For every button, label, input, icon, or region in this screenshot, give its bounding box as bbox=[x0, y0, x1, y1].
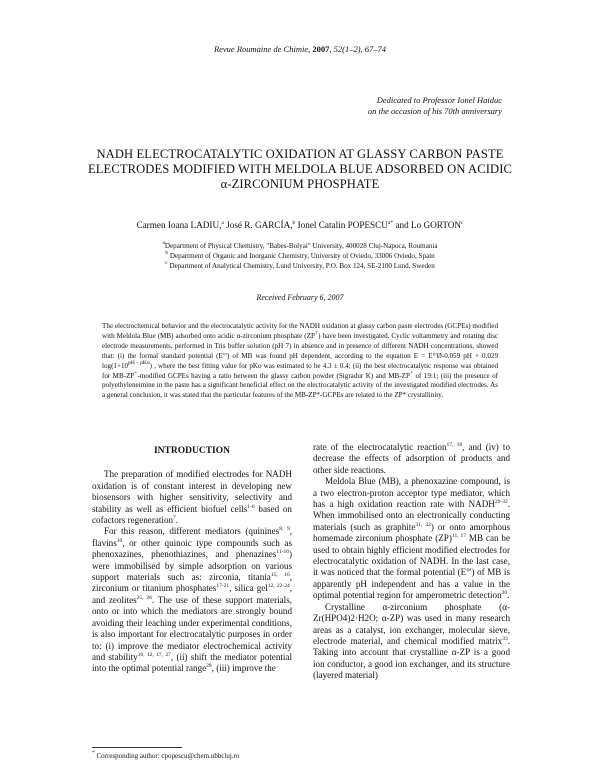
citation: 20 bbox=[501, 590, 508, 597]
affiliations bbox=[0, 241, 600, 271]
paper-title bbox=[70, 147, 530, 192]
affiliation-mark: a* bbox=[387, 220, 394, 226]
body-text: The preparation of modified electrodes for NADH oxidation is of constant interest in developing new biosensors with higher sensitivity, selectivity and stability as well as efficient biofuel cells bbox=[92, 469, 292, 514]
citation: 10 bbox=[116, 537, 123, 544]
citation: 8, 9 bbox=[279, 526, 290, 533]
affiliation-mark: b bbox=[165, 250, 169, 256]
affiliation-b bbox=[0, 251, 600, 261]
intro-paragraph-2 bbox=[92, 526, 292, 674]
received-date: Received February 6, 2007 bbox=[256, 293, 344, 302]
body-text: . bbox=[175, 515, 179, 526]
citation: 25, 26 bbox=[136, 594, 152, 601]
journal-name: Revue Roumaine de Chimie bbox=[213, 44, 309, 54]
abstract-text: ) , where the best fitting value for pKo was estimated to be 4.3 ± 0.4; (ii) the best electrocatalytic response was obtained for MB-ZP bbox=[102, 361, 498, 380]
body-text: ) or onto amorphous homemade zirconium phosphate (ZP) bbox=[313, 521, 510, 544]
affiliation-text: Department of Physical Chemistry, "Babes-Bolyai" University, 400028 Cluj-Napoca, Roumania bbox=[164, 242, 438, 250]
footnote-text: Corresponding author: cpopescu@chem.ubbcluj.ro bbox=[94, 752, 240, 760]
citation: 11, 17 bbox=[451, 533, 467, 540]
dedication bbox=[368, 95, 502, 117]
abstract-sup: † bbox=[314, 329, 319, 336]
citation: 29-32 bbox=[494, 499, 508, 506]
footnote-divider bbox=[92, 747, 182, 748]
intro-paragraph-1 bbox=[92, 469, 292, 526]
body-text: , (iii) improve the bbox=[211, 663, 276, 674]
continued-paragraph bbox=[313, 442, 510, 476]
affiliation-c bbox=[0, 261, 600, 271]
citation: 31, 32 bbox=[415, 521, 431, 528]
citation: 17, 18 bbox=[446, 442, 463, 448]
citation: 10, 12, 17, 27 bbox=[137, 651, 171, 658]
abstract-text: The electrochemical behavior and the electrocatalytic activity for the NADH oxidation at glassy carbon paste electrodes (GCPEs) modified with Meldola Blue (MB) adsorbed onto acidic α-zirconium phosphate (ZP bbox=[102, 322, 498, 340]
affiliation-a bbox=[0, 241, 600, 251]
abstract-sup: + bbox=[134, 369, 138, 376]
citation: 1-6 bbox=[247, 503, 255, 510]
abstract-sup: pH - pKo bbox=[128, 359, 150, 366]
body-text: ) were immobilised by simple adsorption on various support materials such as: zirconia, titania bbox=[92, 549, 292, 583]
affiliation-mark: c bbox=[461, 220, 464, 226]
affiliation-mark: b bbox=[292, 220, 296, 226]
body-text: For this reason, different mediators (quinines bbox=[104, 526, 280, 537]
body-text: , or other quinoic type compounds such as phenoxazines, phenothiazines, and phenazines bbox=[92, 537, 292, 560]
citation: 28 bbox=[206, 663, 212, 670]
right-column bbox=[313, 442, 510, 682]
citation: 15, 16 bbox=[270, 572, 290, 579]
citation: 7 bbox=[173, 515, 176, 522]
body-text: , (ii) shift the mediator potential into the optimal potential range bbox=[92, 651, 292, 674]
title-line: NADH ELECTROCATALYTIC OXIDATION AT GLASSY CARBON PASTE bbox=[96, 147, 504, 161]
dedication-line: Dedicated to Professor Ionel Haiduc bbox=[376, 95, 502, 105]
zirconium-phosphate-paragraph bbox=[313, 602, 510, 682]
body-text: , and (iv) to decrease the effects of adsorption of products and other side reactions. bbox=[313, 442, 510, 475]
dedication-line: on the occasion of his 70th anniversary bbox=[367, 106, 502, 116]
abstract-text: of 19:1; (iii) the presence of polyethyleneimine in the paste has a significant beneficial effect on the electrocatalytic activity of the investigated modified electrodes. As a general conclusion, it was stated that the particular features of the MB-ZP*-GCPEs are related to the ZP* crystallinity. bbox=[102, 371, 499, 400]
citation: 11-16 bbox=[276, 549, 289, 556]
affiliation-text: Department of Analytical Chemistry, Lund University, P.O. Box 124, SE-2100 Lund, Sweden bbox=[167, 262, 435, 270]
affiliation-text: Department of Organic and Inorganic Chemistry, University of Oviedo, 33006 Oviedo, Spain bbox=[168, 252, 435, 260]
citation: 12, 22-24 bbox=[267, 583, 290, 590]
author: José R. GARCÍA, bbox=[223, 220, 293, 230]
body-text: based on cofactors regeneration bbox=[92, 503, 292, 526]
title-line: ELECTRODES MODIFIED WITH MELDOLA BLUE ADSORBED ON ACIDIC bbox=[87, 162, 513, 176]
left-column bbox=[92, 446, 292, 675]
footnote-mark: * bbox=[92, 750, 95, 756]
abstract-text: ) have been investigated. Cyclic voltammetry and rotating disc electrode measurements, performed in Tris buffer solution (pH 7) in absence and in presence of different NADH concentrations, showed that: (i) the formal standard potential (E°') of MB was found pH dependent, according to the equation E = E°'Ø-0.059 pH + 0.029 log(1+10 bbox=[102, 331, 498, 370]
affiliation-mark: c bbox=[165, 260, 168, 266]
body-text: . When immobilised onto an electronically conducting materials (such as graphite bbox=[313, 499, 510, 532]
abstract-sup: + bbox=[409, 369, 414, 376]
journal-year: 2007 bbox=[312, 44, 330, 54]
body-text: , and zeolites bbox=[92, 583, 293, 605]
author-list bbox=[0, 220, 600, 230]
body-text: . bbox=[507, 590, 510, 601]
abstract bbox=[102, 322, 498, 401]
body-text: rate of the electrocatalytic reaction bbox=[313, 442, 447, 452]
affiliation-mark: a bbox=[162, 240, 165, 246]
body-text: , zirconium or titanium phosphates bbox=[92, 572, 292, 594]
body-text: , silica gel bbox=[229, 583, 268, 594]
body-text: . Taking into account that crystalline α-ZP is a good ion conductor, a good ion exchanger, and its structure (layered material) bbox=[313, 635, 510, 681]
citation: 33 bbox=[502, 635, 508, 642]
journal-header: Revue Roumaine de Chimie, 2007, 52(1–2), 67–74 bbox=[213, 44, 387, 54]
author: Carmen Ioana LADIU, bbox=[136, 220, 222, 230]
citation: 17-21 bbox=[216, 583, 230, 590]
footnote bbox=[92, 752, 239, 760]
body-text: Crystalline α-zirconium phosphate (α-Zr(HPO4)2·H2O; α-ZP) was used in many research areas as a catalyst, ion exchanger, molecular sieve, electrode material, and chemical modified matrix bbox=[313, 601, 510, 646]
author: Ionel Catalin POPESCU bbox=[295, 220, 388, 230]
abstract-text: -modified GCPEs having a ratio between the glassy carbon powder (Sigradur K) and MB-ZP bbox=[137, 371, 410, 380]
author: and Lo GORTON bbox=[393, 220, 462, 230]
title-line: α-ZIRCONIUM PHOSPHATE bbox=[220, 177, 380, 191]
journal-volume-pages: , 52(1–2), 67–74 bbox=[329, 44, 387, 54]
body-text: . The use of these support materials, onto or into which the mediators are strongly bound avoiding their leaching under experimental conditions, is also important for electrocatalytic purposes in order to: (i) improve the mediator electrochemical activity and stability bbox=[92, 594, 293, 662]
body-text: MB can be used to obtain highly efficient modified electrodes for electrocatalytic oxidation of NADH. In the last case, it was noticed that the formal potential (E°') of MB is apparently pH independent and has a value in the optimal potential region for amperometric detection bbox=[313, 533, 510, 601]
body-text: Meldola Blue (MB), a phenoxazine compound, is a two electron-proton acceptor type mediator, which has a high oxidation reaction rate with NADH bbox=[313, 476, 510, 510]
section-heading: INTRODUCTION bbox=[153, 446, 230, 456]
meldola-blue-paragraph bbox=[313, 476, 510, 601]
body-text: , flavins bbox=[92, 526, 292, 548]
affiliation-mark: a bbox=[221, 220, 224, 226]
